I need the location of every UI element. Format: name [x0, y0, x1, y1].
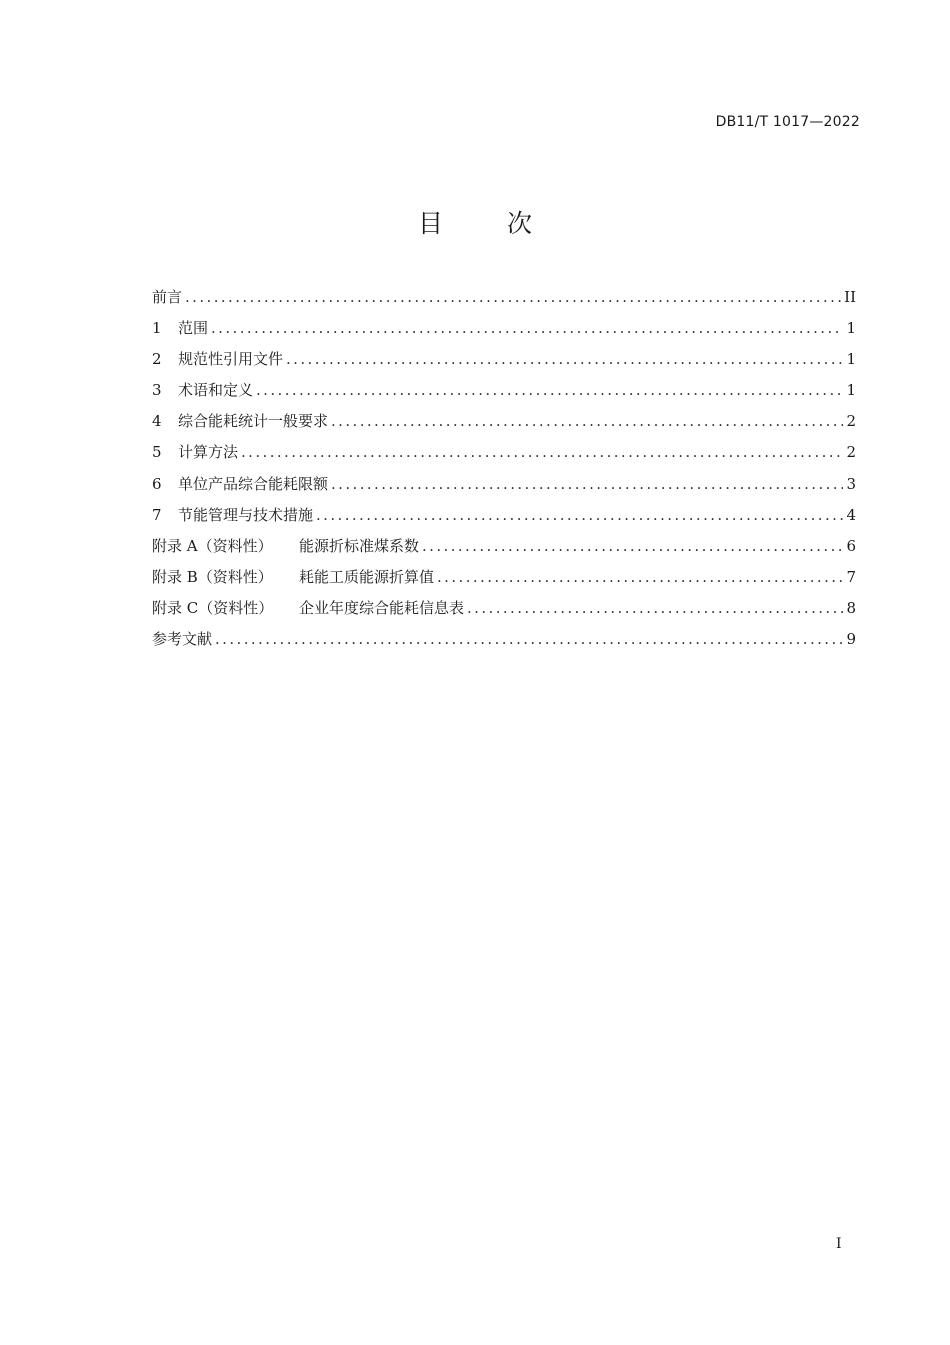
- toc-dot-leader: [286, 350, 843, 368]
- toc-entry-prefix: 附录 A（资料性）: [152, 536, 273, 555]
- toc-entry-text: 节能管理与技术措施: [178, 505, 314, 524]
- toc-entry-4[interactable]: [152, 410, 856, 441]
- toc-dot-leader: [185, 288, 841, 306]
- toc-entry-3[interactable]: [152, 379, 856, 410]
- toc-entry-text: 企业年度综合能耗信息表: [299, 598, 465, 617]
- toc-entry-page: 7: [846, 567, 856, 586]
- toc-entry-number: 1: [152, 319, 162, 338]
- toc-entry-text: 前言: [152, 288, 183, 306]
- toc-entry-prefix: 附录 B（资料性）: [152, 567, 273, 586]
- toc-entry-number: 5: [152, 443, 162, 462]
- toc-entry-page: 3: [846, 474, 856, 493]
- toc-entry-page: 9: [846, 630, 856, 649]
- toc-entry-text: 计算方法: [178, 443, 239, 462]
- toc-entry-foreword[interactable]: [152, 286, 856, 317]
- toc-entry-number: 3: [152, 381, 162, 400]
- toc-dot-leader: [331, 412, 843, 430]
- toc-dot-leader: [422, 537, 843, 555]
- toc-entry-number: 2: [152, 350, 162, 369]
- toc-entry-text: 能源折标准煤系数: [299, 536, 420, 555]
- toc-entry-text: 范围: [178, 319, 209, 338]
- toc-dot-leader: [316, 506, 843, 524]
- toc-entry-1[interactable]: [152, 317, 856, 348]
- toc-dot-leader: [211, 319, 843, 337]
- toc-dot-leader: [215, 630, 843, 648]
- toc-entry-references[interactable]: [152, 628, 856, 659]
- toc-entry-number: 4: [152, 412, 162, 431]
- toc-entry-page: II: [844, 288, 856, 306]
- toc-dot-leader: [437, 568, 843, 586]
- table-of-contents: [152, 286, 856, 659]
- page-number: I: [836, 1236, 842, 1252]
- toc-entry-page: 4: [846, 505, 856, 524]
- toc-dot-leader: [241, 443, 843, 461]
- toc-entry-text: 综合能耗统计一般要求: [178, 412, 329, 431]
- toc-entry-7[interactable]: [152, 504, 856, 535]
- toc-entry-2[interactable]: [152, 348, 856, 379]
- toc-entry-text: 参考文献: [152, 630, 213, 649]
- toc-dot-leader: [256, 381, 843, 399]
- toc-dot-leader: [467, 599, 843, 617]
- toc-entry-text: 术语和定义: [178, 381, 254, 400]
- toc-entry-page: 1: [846, 381, 856, 400]
- toc-entry-text: 单位产品综合能耗限额: [178, 474, 329, 493]
- toc-entry-number: 7: [152, 505, 162, 524]
- toc-entry-page: 6: [846, 536, 856, 555]
- toc-entry-6[interactable]: [152, 473, 856, 504]
- toc-entry-text: 规范性引用文件: [178, 350, 284, 369]
- toc-entry-prefix: 附录 C（资料性）: [152, 598, 274, 617]
- toc-entry-number: 6: [152, 474, 162, 493]
- toc-entry-appendix-b[interactable]: [152, 566, 856, 597]
- toc-entry-page: 2: [846, 443, 856, 462]
- toc-entry-page: 1: [846, 350, 856, 369]
- toc-title: 目 次: [418, 209, 560, 238]
- toc-entry-5[interactable]: [152, 441, 856, 472]
- toc-entry-page: 8: [846, 598, 856, 617]
- document-code: DB11/T 1017—2022: [715, 114, 860, 130]
- toc-entry-appendix-a[interactable]: [152, 535, 856, 566]
- toc-entry-page: 1: [846, 319, 856, 338]
- toc-entry-text: 耗能工质能源折算值: [299, 567, 435, 586]
- toc-entry-page: 2: [846, 412, 856, 431]
- toc-entry-appendix-c[interactable]: [152, 597, 856, 628]
- toc-dot-leader: [331, 475, 843, 493]
